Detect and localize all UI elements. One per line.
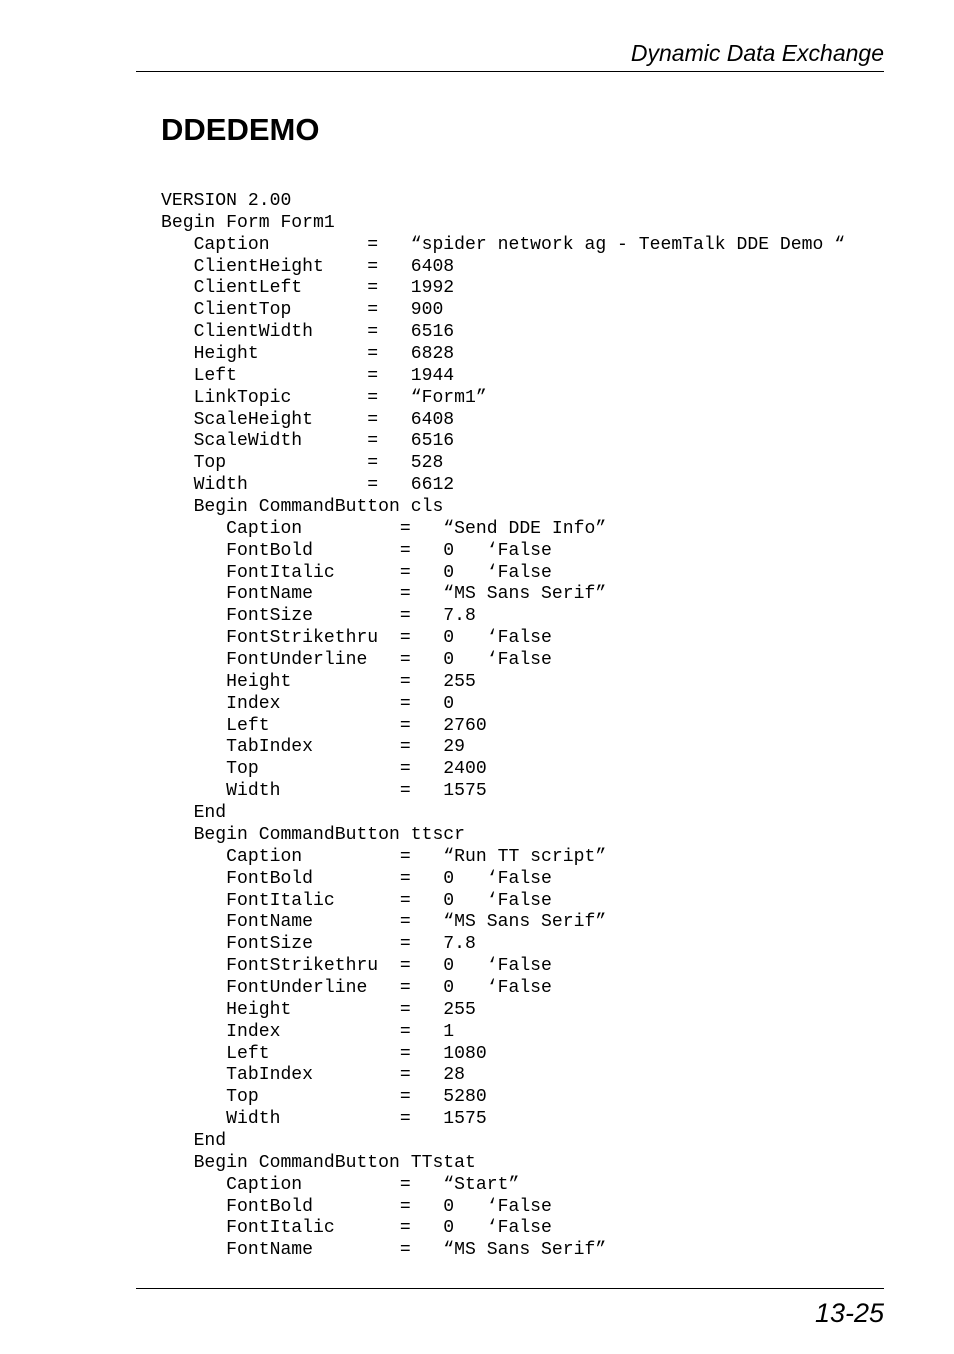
code-line: TabIndex = 28 bbox=[161, 1065, 466, 1086]
code-line: FontBold = 0 ‘False bbox=[161, 868, 552, 889]
header-rule bbox=[136, 71, 884, 72]
code-line: Index = 1 bbox=[161, 1021, 455, 1042]
code-line: FontItalic = 0 ‘False bbox=[161, 890, 552, 911]
code-line: Top = 528 bbox=[161, 453, 444, 474]
code-line: FontItalic = 0 ‘False bbox=[161, 1218, 552, 1239]
code-line: Height = 255 bbox=[161, 999, 476, 1020]
code-line: End bbox=[161, 1130, 227, 1151]
code-line: Width = 1575 bbox=[161, 781, 487, 802]
code-line: FontName = “MS Sans Serif” bbox=[161, 912, 607, 933]
code-line: Begin Form Form1 bbox=[161, 212, 335, 233]
code-line: ClientWidth = 6516 bbox=[161, 322, 455, 343]
code-line: Top = 2400 bbox=[161, 759, 487, 780]
code-line: Index = 0 bbox=[161, 693, 455, 714]
code-line: Width = 1575 bbox=[161, 1109, 487, 1130]
code-line: FontName = “MS Sans Serif” bbox=[161, 584, 607, 605]
code-line: FontItalic = 0 ‘False bbox=[161, 562, 552, 583]
code-line: Begin CommandButton ttscr bbox=[161, 824, 466, 845]
code-line: ClientHeight = 6408 bbox=[161, 256, 455, 277]
code-line: FontName = “MS Sans Serif” bbox=[161, 1240, 607, 1261]
code-line: Left = 1080 bbox=[161, 1043, 487, 1064]
code-line: Left = 1944 bbox=[161, 365, 455, 386]
code-line: End bbox=[161, 803, 227, 824]
footer-rule bbox=[136, 1288, 884, 1289]
code-listing bbox=[161, 191, 845, 1262]
code-line: ScaleWidth = 6516 bbox=[161, 431, 455, 452]
running-header: Dynamic Data Exchange bbox=[630, 40, 884, 66]
code-line: ClientTop = 900 bbox=[161, 300, 444, 321]
code-line: FontSize = 7.8 bbox=[161, 934, 476, 955]
code-line: ClientLeft = 1992 bbox=[161, 278, 455, 299]
code-line: Begin CommandButton TTstat bbox=[161, 1152, 476, 1173]
section-title: DDEDEMO bbox=[161, 112, 320, 147]
code-line: Height = 6828 bbox=[161, 344, 455, 365]
code-line: FontUnderline = 0 ‘False bbox=[161, 650, 552, 671]
code-line: FontSize = 7.8 bbox=[161, 606, 476, 627]
code-line: FontUnderline = 0 ‘False bbox=[161, 977, 552, 998]
code-line: Begin CommandButton cls bbox=[161, 497, 444, 518]
code-line: ScaleHeight = 6408 bbox=[161, 409, 455, 430]
code-line: Height = 255 bbox=[161, 671, 476, 692]
code-line: Width = 6612 bbox=[161, 475, 455, 496]
code-line: VERSION 2.00 bbox=[161, 191, 292, 211]
code-line: Caption = “Start” bbox=[161, 1174, 520, 1195]
code-line: FontBold = 0 ‘False bbox=[161, 1196, 552, 1217]
code-line: Top = 5280 bbox=[161, 1087, 487, 1108]
code-line: LinkTopic = “Form1” bbox=[161, 387, 487, 408]
code-line: FontBold = 0 ‘False bbox=[161, 540, 552, 561]
code-line: Caption = “spider network ag - TeemTalk DDE Demo “ bbox=[161, 234, 846, 255]
code-line: FontStrikethru = 0 ‘False bbox=[161, 628, 552, 649]
code-line: Caption = “Run TT script” bbox=[161, 846, 607, 867]
code-line: Left = 2760 bbox=[161, 715, 487, 736]
code-line: FontStrikethru = 0 ‘False bbox=[161, 956, 552, 977]
code-line: TabIndex = 29 bbox=[161, 737, 466, 758]
page-number: 13-25 bbox=[814, 1298, 884, 1328]
code-line: Caption = “Send DDE Info” bbox=[161, 518, 607, 539]
